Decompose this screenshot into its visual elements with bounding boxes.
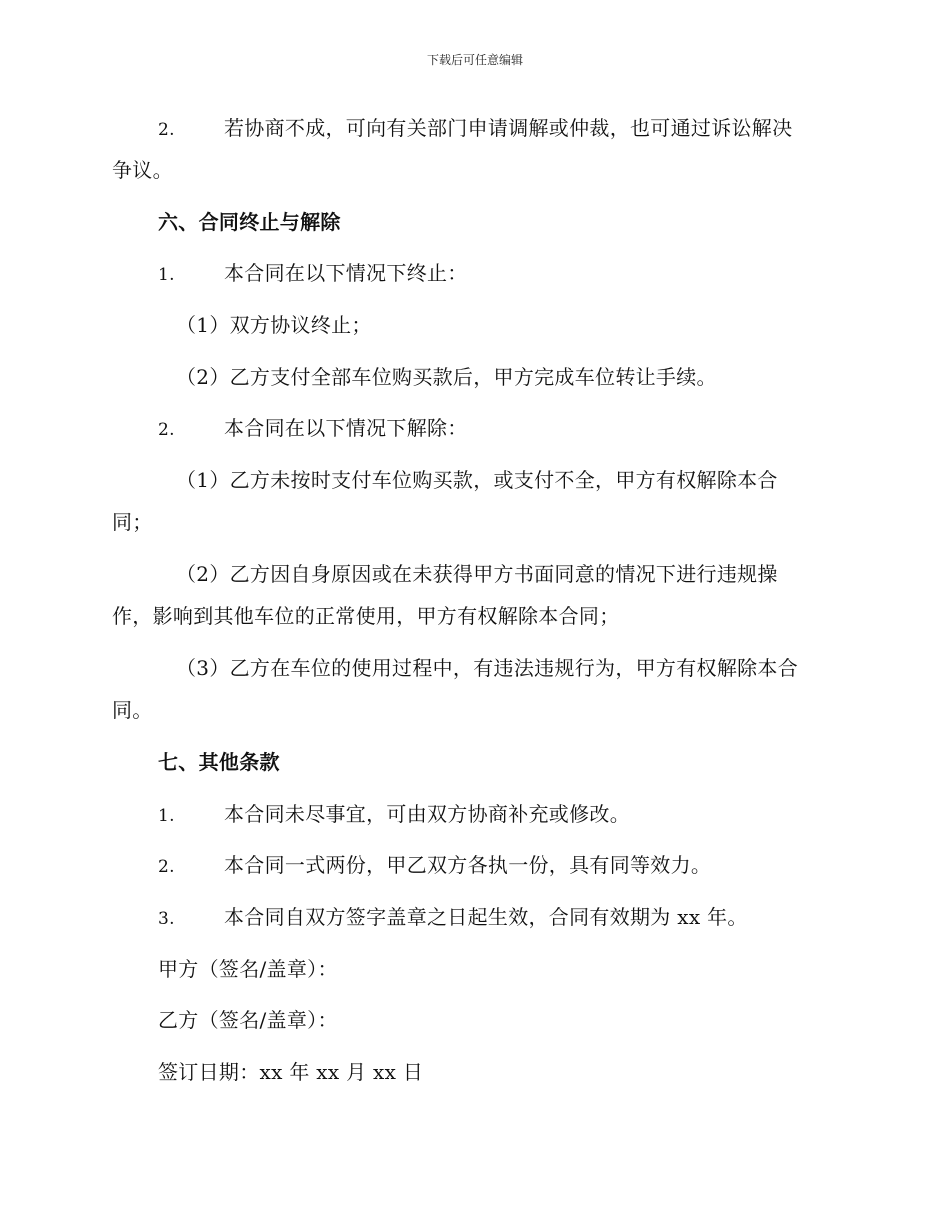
clause-6-2-b-continuation: 作，影响到其他车位的正常使用，甲方有权解除本合同； [112,604,620,628]
clause-number: 2. [158,420,175,440]
clause-6-1-b: （2）乙方支付全部车位购买款后，甲方完成车位转让手续。 [176,365,717,389]
clause-5-2 [158,114,792,144]
clause-6-1 [158,259,468,289]
clause-text: 本合同未尽事宜，可由双方协商补充或修改。 [224,802,630,826]
clause-number: 1. [158,806,175,826]
party-b-signature-line: 乙方（签名/盖章）： [158,1008,338,1032]
clause-text: 本合同自双方签字盖章之日起生效，合同有效期为 xx 年。 [224,905,748,929]
clause-7-2 [158,851,711,881]
clause-6-2 [158,414,468,444]
page-header: 下载后可任意编辑 [426,53,523,67]
clause-7-1 [158,800,630,830]
clause-6-2-c-continuation: 同。 [112,698,153,722]
clause-text: 本合同在以下情况下解除： [224,416,468,440]
clause-number: 3. [158,909,175,929]
clause-number: 2. [158,857,175,877]
clause-7-3 [158,903,748,933]
clause-number: 2. [158,120,175,140]
clause-text: 本合同一式两份，甲乙双方各执一份，具有同等效力。 [224,853,712,877]
clause-5-2-continuation: 争议。 [112,158,173,182]
clause-text: 本合同在以下情况下终止： [224,261,468,285]
clause-6-2-c: （3）乙方在车位的使用过程中，有违法违规行为，甲方有权解除本合 [176,656,799,680]
clause-6-1-a: （1）双方协议终止； [176,313,372,337]
clause-6-2-b: （2）乙方因自身原因或在未获得甲方书面同意的情况下进行违规操 [176,562,778,586]
signing-date: 签订日期：xx 年 xx 月 xx 日 [158,1060,424,1084]
section-7-title: 七、其他条款 [158,750,280,774]
clause-6-2-a-continuation: 同； [112,510,153,534]
clause-6-2-a: （1）乙方未按时支付车位购买款，或支付不全，甲方有权解除本合 [176,468,778,492]
clause-number: 1. [158,265,175,285]
section-6-title: 六、合同终止与解除 [158,210,341,234]
clause-text: 若协商不成，可向有关部门申请调解或仲裁，也可通过诉讼解决 [224,116,793,140]
party-a-signature-line: 甲方（签名/盖章）： [158,957,338,981]
